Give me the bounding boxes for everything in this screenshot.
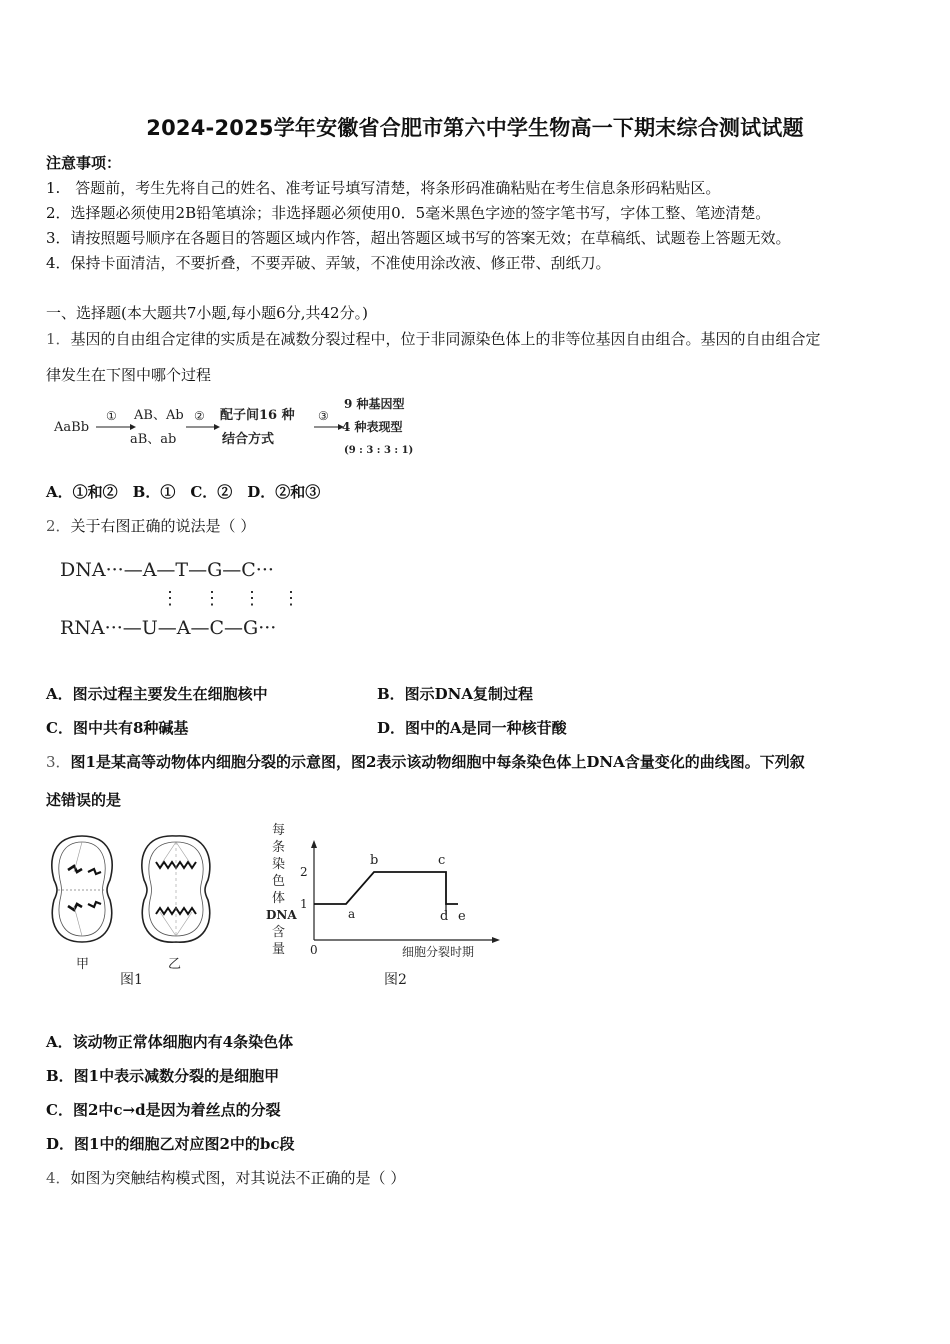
point-e: e xyxy=(458,909,466,924)
point-c: c xyxy=(438,853,446,868)
q3-option-c: C．图2中c→d是因为着丝点的分裂 xyxy=(46,1101,281,1119)
q2-option-c: C．图中共有8种碱基 xyxy=(46,719,189,737)
notice-item-1: 1. 答题前，考生先将自己的姓名、准考证号填写清楚，将条形码准确粘贴在考生信息条形码粘贴区。 xyxy=(46,179,721,197)
q3-figure1 xyxy=(44,832,224,992)
q3-option-b: B．图1中表示减数分裂的是细胞甲 xyxy=(46,1067,280,1085)
q1-combo-bottom: 结合方式 xyxy=(222,432,275,447)
ylabel-7: 含 xyxy=(272,925,286,940)
cell-yi-drawing xyxy=(142,836,210,942)
q2-dots-2: ⋮ xyxy=(203,588,221,609)
q1-text-line1: 基因的自由组合定律的实质是在减数分裂过程中，位于非同源染色体上的非等位基因自由组合。基因的自由组合定 xyxy=(70,330,821,348)
q1-result3: (9 : 3 : 3 : 1) xyxy=(344,445,414,456)
ylabel-8: 量 xyxy=(272,942,286,957)
ylabel-2: 条 xyxy=(272,840,286,855)
q2-number: 2． xyxy=(46,517,71,535)
q1-result1: 9 种基因型 xyxy=(344,397,405,411)
q1-step1: ① xyxy=(106,409,117,423)
q2-stem xyxy=(46,515,255,536)
y-tick-1: 1 xyxy=(300,897,308,911)
q2-dna-strand: DNA···—A—T—G—C··· xyxy=(60,559,274,581)
q1-step2: ② xyxy=(194,409,205,423)
cell-yi-label: 乙 xyxy=(168,957,182,972)
q2-rna-strand: RNA···—U—A—C—G··· xyxy=(60,617,277,639)
q1-stem-line2: 律发生在下图中哪个过程 xyxy=(46,366,212,384)
q2-dots-1: ⋮ xyxy=(161,588,179,609)
notice-item-4: 4．保持卡面清洁，不要折叠，不要弄破、弄皱，不准使用涂改液、修正带、刮纸刀。 xyxy=(46,254,611,272)
q3-text-line1: 图1是某高等动物体内细胞分裂的示意图，图2表示该动物细胞中每条染色体上DNA含量变化的曲线图。下列叙 xyxy=(70,753,805,771)
q1-result2: 4 种表现型 xyxy=(342,420,403,434)
q1-start: AaBb xyxy=(54,420,90,435)
q3-option-a: A．该动物正常体细胞内有4条染色体 xyxy=(46,1033,294,1051)
q1-number: 1． xyxy=(46,330,71,348)
point-a: a xyxy=(348,907,356,921)
q2-dots-3: ⋮ xyxy=(243,588,261,609)
notice-item-3: 3．请按照题号顺序在各题目的答题区域内作答，超出答题区域书写的答案无效；在草稿纸、试题卷上答题无效。 xyxy=(46,229,791,247)
q4-number: 4． xyxy=(46,1169,71,1187)
q1-gametes-top: AB、Ab xyxy=(134,408,184,423)
figure2-caption: 图2 xyxy=(384,972,407,988)
q2-diagram xyxy=(60,552,340,642)
section-heading: 一、选择题(本大题共7小题,每小题6分,共42分。) xyxy=(46,304,368,322)
q3-number: 3． xyxy=(46,753,71,771)
ylabel-3: 染 xyxy=(272,857,286,872)
q1-step3: ③ xyxy=(318,409,329,423)
ylabel-4: 色 xyxy=(272,874,286,889)
q2-dots-4: ⋮ xyxy=(282,588,300,609)
figure1-caption: 图1 xyxy=(120,972,143,988)
q1-combo-top: 配子间16 种 xyxy=(220,408,295,423)
q3-option-d: D．图1中的细胞乙对应图2中的bc段 xyxy=(46,1135,295,1153)
dna-curve xyxy=(314,872,458,904)
q2-option-d: D．图中的A是同一种核苷酸 xyxy=(377,719,567,737)
notice-item-2: 2．选择题必须使用2B铅笔填涂；非选择题必须使用0．5毫米黑色字迹的签字笔书写，字体工整、笔迹清楚。 xyxy=(46,204,771,222)
q1-gametes-bottom: aB、ab xyxy=(130,432,177,447)
q1-diagram xyxy=(52,393,472,463)
cell-jia-drawing xyxy=(52,836,112,942)
q4-stem xyxy=(46,1167,405,1188)
q4-text: 如图为突触结构模式图，对其说法不正确的是（ ） xyxy=(70,1169,406,1187)
axis-origin: 0 xyxy=(310,943,318,957)
point-d: d xyxy=(440,909,449,924)
ylabel-5: 体 xyxy=(272,891,286,906)
page-title: 2024-2025学年安徽省合肥市第六中学生物高一下期末综合测试试题 xyxy=(146,116,804,140)
y-tick-2: 2 xyxy=(300,865,308,879)
x-axis-label: 细胞分裂时期 xyxy=(402,945,475,959)
q3-figure2 xyxy=(262,818,522,988)
q1-stem-line1 xyxy=(46,328,821,349)
ylabel-1: 每 xyxy=(272,823,286,838)
ylabel-6: DNA xyxy=(266,908,297,922)
q2-option-b: B．图示DNA复制过程 xyxy=(377,685,534,703)
q1-options: A．①和② B．① C．② D．②和③ xyxy=(46,483,321,501)
cell-jia-label: 甲 xyxy=(76,957,90,972)
q3-stem-line2: 述错误的是 xyxy=(46,791,122,809)
point-b: b xyxy=(370,853,379,868)
q3-stem-line1 xyxy=(46,751,805,772)
q2-option-a: A．图示过程主要发生在细胞核中 xyxy=(46,685,268,703)
q2-text: 关于右图正确的说法是（ ） xyxy=(70,517,256,535)
notice-heading: 注意事项： xyxy=(46,154,122,172)
